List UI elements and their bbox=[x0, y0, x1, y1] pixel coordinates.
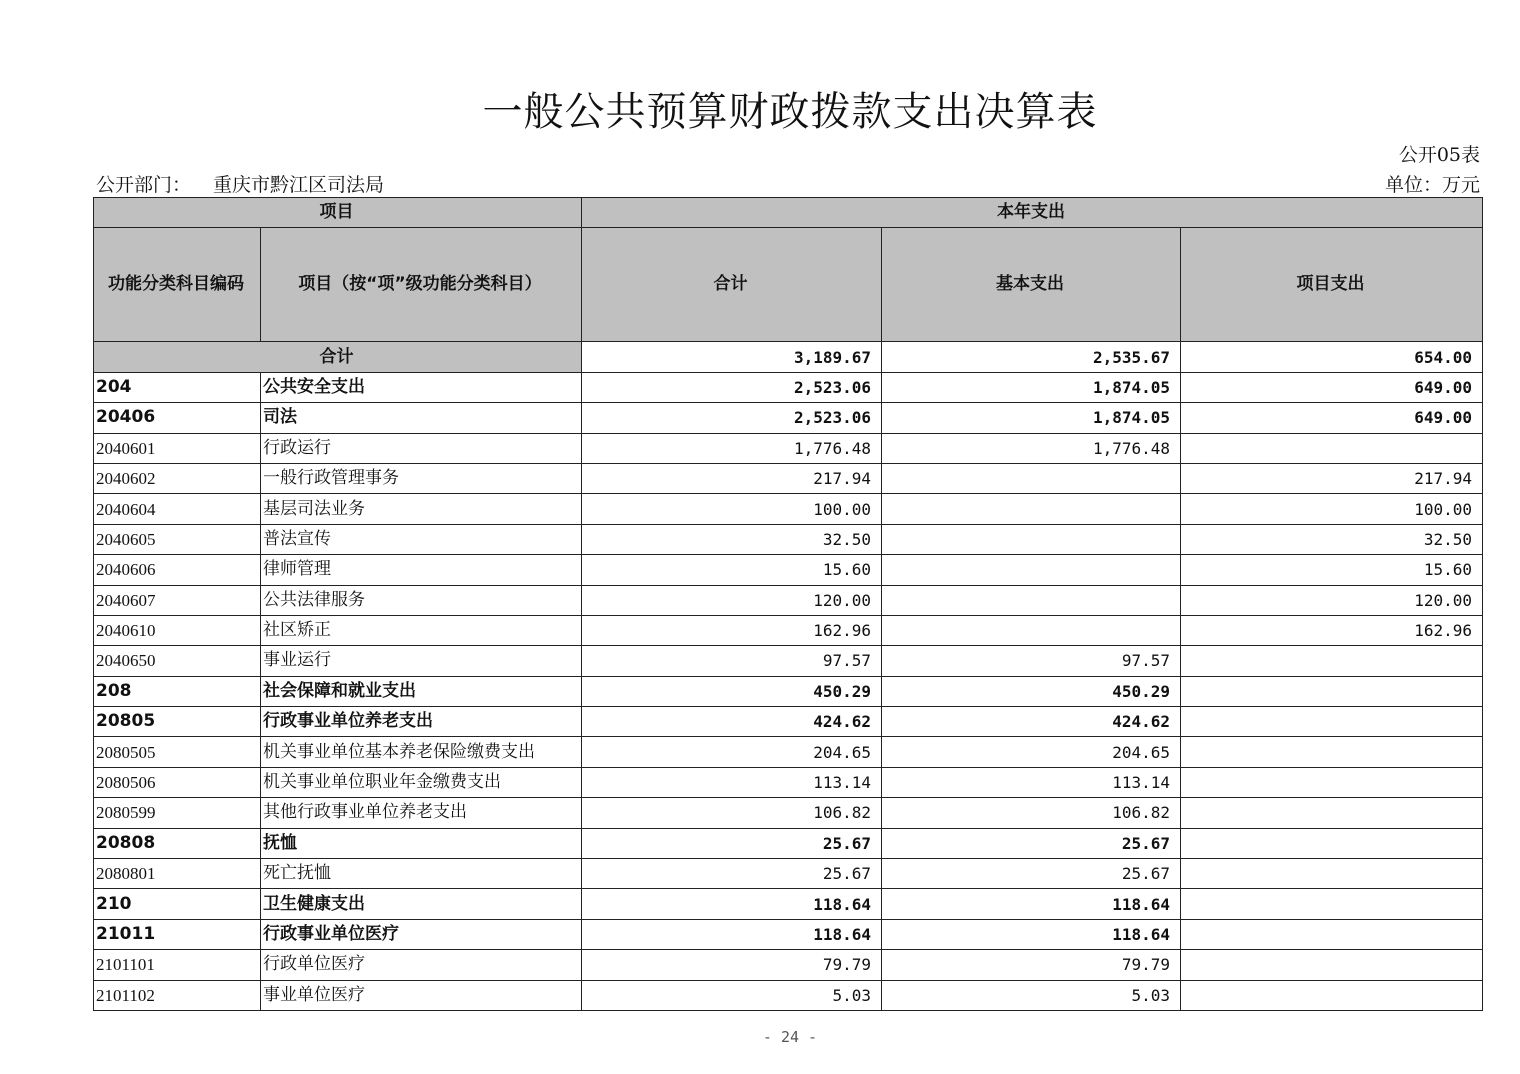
row-total: 25.67 bbox=[582, 859, 882, 889]
form-number: 公开05表 bbox=[1398, 144, 1480, 166]
header-expense-group: 本年支出 bbox=[582, 198, 1483, 228]
row-total: 217.94 bbox=[582, 463, 882, 493]
row-name: 司法 bbox=[261, 403, 582, 433]
row-code: 2040601 bbox=[94, 433, 261, 463]
department-line bbox=[96, 170, 384, 197]
table-row bbox=[94, 433, 1483, 463]
table-row bbox=[94, 889, 1483, 919]
row-name: 机关事业单位基本养老保险缴费支出 bbox=[261, 737, 582, 767]
table-row bbox=[94, 555, 1483, 585]
row-name: 基层司法业务 bbox=[261, 494, 582, 524]
row-total: 79.79 bbox=[582, 950, 882, 980]
row-project bbox=[1181, 919, 1483, 949]
table-row bbox=[94, 919, 1483, 949]
table-row bbox=[94, 463, 1483, 493]
table-row bbox=[94, 859, 1483, 889]
header-basic: 基本支出 bbox=[882, 228, 1181, 342]
row-code: 208 bbox=[94, 676, 261, 706]
row-basic: 1,874.05 bbox=[882, 372, 1181, 402]
row-basic bbox=[882, 463, 1181, 493]
row-total: 25.67 bbox=[582, 828, 882, 858]
row-name: 卫生健康支出 bbox=[261, 889, 582, 919]
row-basic bbox=[882, 615, 1181, 645]
row-name: 机关事业单位职业年金缴费支出 bbox=[261, 767, 582, 797]
row-basic: 1,874.05 bbox=[882, 403, 1181, 433]
table-row bbox=[94, 615, 1483, 645]
row-code: 210 bbox=[94, 889, 261, 919]
row-basic: 424.62 bbox=[882, 707, 1181, 737]
header-total: 合计 bbox=[582, 228, 882, 342]
row-project bbox=[1181, 676, 1483, 706]
row-name: 事业单位医疗 bbox=[261, 980, 582, 1010]
row-basic: 97.57 bbox=[882, 646, 1181, 676]
table-row bbox=[94, 980, 1483, 1010]
row-total: 97.57 bbox=[582, 646, 882, 676]
row-basic: 204.65 bbox=[882, 737, 1181, 767]
row-basic bbox=[882, 585, 1181, 615]
row-code: 20406 bbox=[94, 403, 261, 433]
row-project bbox=[1181, 980, 1483, 1010]
row-basic: 118.64 bbox=[882, 889, 1181, 919]
unit-label: 单位：万元 bbox=[1384, 174, 1480, 196]
row-name: 事业运行 bbox=[261, 646, 582, 676]
row-project: 100.00 bbox=[1181, 494, 1483, 524]
table-row bbox=[94, 950, 1483, 980]
row-total: 100.00 bbox=[582, 494, 882, 524]
row-name: 律师管理 bbox=[261, 555, 582, 585]
row-total: 118.64 bbox=[582, 919, 882, 949]
header-name: 项目（按“项”级功能分类科目） bbox=[261, 228, 582, 342]
row-code: 20808 bbox=[94, 828, 261, 858]
row-basic: 450.29 bbox=[882, 676, 1181, 706]
row-total: 450.29 bbox=[582, 676, 882, 706]
row-name: 其他行政事业单位养老支出 bbox=[261, 798, 582, 828]
total-project: 654.00 bbox=[1181, 342, 1483, 372]
row-project bbox=[1181, 646, 1483, 676]
row-basic: 1,776.48 bbox=[882, 433, 1181, 463]
total-basic: 2,535.67 bbox=[882, 342, 1181, 372]
row-basic bbox=[882, 524, 1181, 554]
total-total: 3,189.67 bbox=[582, 342, 882, 372]
row-total: 113.14 bbox=[582, 767, 882, 797]
row-basic: 106.82 bbox=[882, 798, 1181, 828]
row-code: 20805 bbox=[94, 707, 261, 737]
row-name: 一般行政管理事务 bbox=[261, 463, 582, 493]
row-basic: 25.67 bbox=[882, 828, 1181, 858]
row-code: 2040610 bbox=[94, 615, 261, 645]
row-name: 抚恤 bbox=[261, 828, 582, 858]
table-row bbox=[94, 828, 1483, 858]
table-row bbox=[94, 646, 1483, 676]
table-row bbox=[94, 524, 1483, 554]
row-total: 120.00 bbox=[582, 585, 882, 615]
department-name: 重庆市黔江区司法局 bbox=[213, 174, 385, 196]
row-name: 公共安全支出 bbox=[261, 372, 582, 402]
row-code: 2040604 bbox=[94, 494, 261, 524]
row-basic: 118.64 bbox=[882, 919, 1181, 949]
row-code: 21011 bbox=[94, 919, 261, 949]
table-row bbox=[94, 707, 1483, 737]
table-row bbox=[94, 737, 1483, 767]
department-label: 公开部门： bbox=[96, 174, 192, 196]
row-name: 行政运行 bbox=[261, 433, 582, 463]
row-project: 32.50 bbox=[1181, 524, 1483, 554]
row-total: 1,776.48 bbox=[582, 433, 882, 463]
row-project: 217.94 bbox=[1181, 463, 1483, 493]
row-name: 行政事业单位医疗 bbox=[261, 919, 582, 949]
row-project: 120.00 bbox=[1181, 585, 1483, 615]
row-name: 公共法律服务 bbox=[261, 585, 582, 615]
row-code: 2101102 bbox=[94, 980, 261, 1010]
table-row bbox=[94, 372, 1483, 402]
row-basic: 5.03 bbox=[882, 980, 1181, 1010]
row-total: 5.03 bbox=[582, 980, 882, 1010]
row-total: 204.65 bbox=[582, 737, 882, 767]
row-total: 2,523.06 bbox=[582, 372, 882, 402]
row-total: 2,523.06 bbox=[582, 403, 882, 433]
row-project: 15.60 bbox=[1181, 555, 1483, 585]
row-code: 2040650 bbox=[94, 646, 261, 676]
row-project bbox=[1181, 737, 1483, 767]
row-name: 普法宣传 bbox=[261, 524, 582, 554]
row-name: 死亡抚恤 bbox=[261, 859, 582, 889]
row-project: 162.96 bbox=[1181, 615, 1483, 645]
row-code: 2080506 bbox=[94, 767, 261, 797]
row-project: 649.00 bbox=[1181, 403, 1483, 433]
row-project bbox=[1181, 859, 1483, 889]
header-project: 项目支出 bbox=[1181, 228, 1483, 342]
row-project bbox=[1181, 707, 1483, 737]
row-project bbox=[1181, 798, 1483, 828]
row-code: 2080505 bbox=[94, 737, 261, 767]
table-row bbox=[94, 494, 1483, 524]
row-basic: 79.79 bbox=[882, 950, 1181, 980]
row-total: 106.82 bbox=[582, 798, 882, 828]
row-code: 2080599 bbox=[94, 798, 261, 828]
row-name: 行政事业单位养老支出 bbox=[261, 707, 582, 737]
row-code: 2101101 bbox=[94, 950, 261, 980]
row-project bbox=[1181, 950, 1483, 980]
row-project: 649.00 bbox=[1181, 372, 1483, 402]
total-row bbox=[94, 342, 1483, 372]
header-code: 功能分类科目编码 bbox=[94, 228, 261, 342]
table-row bbox=[94, 585, 1483, 615]
row-basic: 25.67 bbox=[882, 859, 1181, 889]
row-total: 118.64 bbox=[582, 889, 882, 919]
row-code: 2040607 bbox=[94, 585, 261, 615]
page-number: - 24 - bbox=[762, 1028, 818, 1046]
table-row bbox=[94, 403, 1483, 433]
row-name: 社会保障和就业支出 bbox=[261, 676, 582, 706]
row-code: 2040602 bbox=[94, 463, 261, 493]
table-row bbox=[94, 767, 1483, 797]
table-row bbox=[94, 676, 1483, 706]
row-project bbox=[1181, 433, 1483, 463]
row-basic bbox=[882, 494, 1181, 524]
row-name: 社区矫正 bbox=[261, 615, 582, 645]
header-item-group: 项目 bbox=[94, 198, 582, 228]
row-project bbox=[1181, 889, 1483, 919]
page-title: 一般公共预算财政拨款支出决算表 bbox=[482, 89, 1098, 135]
row-code: 2040605 bbox=[94, 524, 261, 554]
row-project bbox=[1181, 767, 1483, 797]
row-name: 行政单位医疗 bbox=[261, 950, 582, 980]
budget-table bbox=[93, 197, 1483, 1011]
row-code: 2080801 bbox=[94, 859, 261, 889]
row-total: 15.60 bbox=[582, 555, 882, 585]
row-code: 204 bbox=[94, 372, 261, 402]
row-total: 32.50 bbox=[582, 524, 882, 554]
row-total: 424.62 bbox=[582, 707, 882, 737]
header-group-row bbox=[94, 198, 1483, 228]
row-project bbox=[1181, 828, 1483, 858]
total-label: 合计 bbox=[94, 342, 582, 372]
table-row bbox=[94, 798, 1483, 828]
row-basic: 113.14 bbox=[882, 767, 1181, 797]
row-basic bbox=[882, 555, 1181, 585]
header-column-row bbox=[94, 228, 1483, 342]
row-total: 162.96 bbox=[582, 615, 882, 645]
row-code: 2040606 bbox=[94, 555, 261, 585]
